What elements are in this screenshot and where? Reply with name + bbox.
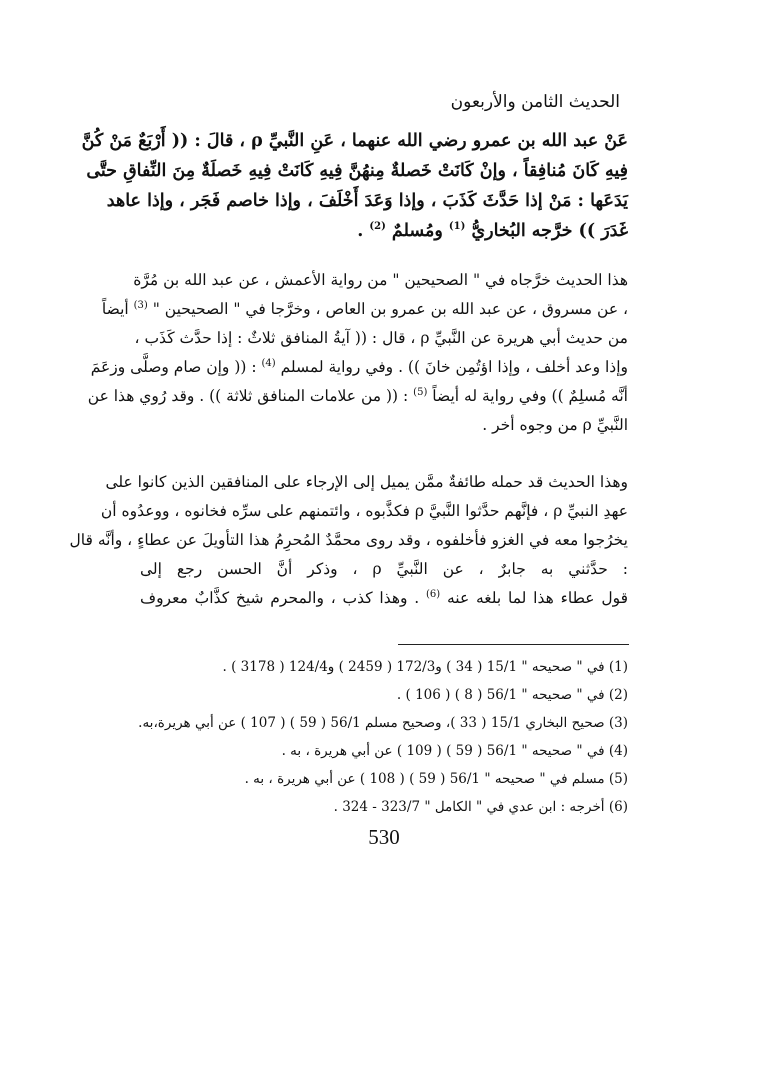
footnote-text: في " صحيحه " 56/1 ( 59 ) ( 109 ) عن أبي هريرة ، به . bbox=[281, 743, 605, 759]
commentary-paragraph-2 bbox=[69, 468, 628, 613]
paragraph-line bbox=[87, 382, 628, 411]
paragraph-line: يخرُجوا معه في الغزو فأخلفوه ، وقد روى محمَّدٌ المُحرِمُ هذا التأويلَ عن عطاءٍ ، وأنَّه قال bbox=[69, 531, 628, 549]
paragraph-line: هذا الحديث خرَّجاه في " الصحيحين " من رواية الأعمش ، عن عبد الله بن مُرَّة bbox=[133, 271, 628, 289]
hadith-line: عَنْ عبد الله بن عمرو رضي الله عنهما ، عَنِ النَّبيِّ ρ ، قالَ : (( أَرْبَعٌ مَنْ كُنَّ bbox=[81, 131, 628, 151]
footnote-number: (5) bbox=[608, 771, 628, 787]
hadith-line-text: ومُسلمٌ bbox=[391, 221, 443, 241]
footnote bbox=[140, 653, 628, 681]
paragraph-line: : حدَّثني به جابرٌ ، عن النَّبيِّ ρ ، وذكر أنَّ الحسن رجع إلى bbox=[140, 560, 628, 578]
footnote bbox=[140, 709, 628, 737]
hadith-line-text: . bbox=[357, 221, 370, 241]
paragraph-line bbox=[140, 584, 628, 613]
footnote-text: في " صحيحه " 56/1 ( 8 ) ( 106 ) . bbox=[396, 687, 605, 703]
paragraph-line bbox=[90, 353, 628, 382]
commentary-paragraph-1 bbox=[87, 266, 628, 440]
footnote-ref[interactable]: (5) bbox=[413, 386, 428, 398]
paragraph-line: وهذا الحديث قد حمله طائفةٌ ممَّن يميل إلى الإرجاء على المنافقين الذين كانوا على bbox=[105, 473, 628, 491]
paragraph-line-text: . وهذا كذب ، والمحرم شيخ كذَّابٌ معروف bbox=[140, 589, 426, 607]
footnote-ref[interactable]: (1) bbox=[448, 221, 466, 233]
footnotes bbox=[140, 653, 628, 821]
paragraph-line: النَّبيِّ ρ من وجوه أخر . bbox=[482, 416, 628, 434]
paragraph-line-text: أنَّه مُسلِمٌ )) وفي رواية له أيضاً bbox=[432, 387, 628, 405]
paragraph-line-text: ، عن مسروق ، عن عبد الله بن عمرو بن العاص ، وخرَّجا في " الصحيحين " bbox=[152, 300, 628, 318]
hadith-line: فِيهِ كَانَ مُنافِقاً ، وإنْ كَانَتْ خَصلةٌ مِنهُنَّ فِيهِ كَانَتْ فِيهِ خَصلَةٌ مِنَ النِّفاقِ حتَّى bbox=[86, 161, 628, 181]
hadith-text bbox=[81, 126, 628, 246]
hadith-line-text: غَدَرَ )) خرَّجه البُخاريُّ bbox=[471, 221, 628, 241]
paragraph-line bbox=[101, 295, 628, 324]
hadith-line bbox=[140, 216, 628, 246]
footnote-number: (1) bbox=[608, 659, 628, 675]
footnote-number: (6) bbox=[608, 799, 628, 815]
footnote-text: مسلم في " صحيحه " 56/1 ( 59 ) ( 108 ) عن أبي هريرة ، به . bbox=[244, 771, 605, 787]
paragraph-line: عهدِ النبيِّ ρ ، فإنَّهم حدَّثوا النَّبيَّ ρ فكذَّبوه ، وائتمنهم على سرِّه فخانوه ، ووعدُوه أن bbox=[100, 502, 628, 520]
footnote bbox=[140, 793, 628, 821]
footnote-number: (3) bbox=[608, 715, 628, 731]
footnote-text: أخرجه : ابن عدي في " الكامل " 323/7 - 324 . bbox=[333, 799, 605, 815]
footnote bbox=[140, 737, 628, 765]
paragraph-line-text: : (( من علامات المنافق ثلاثة )) . وقد رُوي هذا عن bbox=[87, 387, 414, 405]
paragraph-line-text: وإذا وعد أخلف ، وإذا اؤتُمِن خانَ )) . وفي رواية لمسلم bbox=[280, 358, 628, 376]
footnote-ref[interactable]: (6) bbox=[425, 588, 441, 600]
footnote-text: في " صحيحه " 15/1 ( 34 ) و172/3 ( 2459 ) و124/4 ( 3178 ) . bbox=[222, 659, 605, 675]
paragraph-line-text: قول عطاء هذا لما بلغه عنه bbox=[446, 589, 628, 607]
footnote-separator bbox=[398, 644, 629, 645]
paragraph-line-text: أيضاً bbox=[101, 300, 134, 318]
footnote-ref[interactable]: (3) bbox=[133, 299, 148, 311]
chapter-header: الحديث الثامن والأربعون bbox=[450, 92, 620, 112]
footnote-number: (2) bbox=[608, 687, 628, 703]
hadith-line: يَدَعَها : مَنْ إذا حَدَّثَ كَذَبَ ، وإذا وَعَدَ أَخْلَفَ ، وإذا خاصم فَجَر ، وإذا عاهد bbox=[106, 191, 628, 211]
footnote bbox=[140, 681, 628, 709]
page-number: 530 bbox=[368, 825, 400, 849]
footnote bbox=[140, 765, 628, 793]
footnote-ref[interactable]: (4) bbox=[261, 357, 276, 369]
footnote-number: (4) bbox=[608, 743, 628, 759]
paragraph-line-text: : (( وإن صام وصلَّى وزعَمَ bbox=[90, 358, 262, 376]
footnote-text: صحيح البخاري 15/1 ( 33 )، وصحيح مسلم 56/1 ( 59 ) ( 107 ) عن أبي هريرة،به. bbox=[138, 715, 605, 731]
footnote-ref[interactable]: (2) bbox=[369, 221, 386, 233]
paragraph-line: من حديث أبي هريرة عن النَّبيِّ ρ ، قال : (( آيةُ المنافق ثلاثٌ : إذا حدَّث كَذَب ، bbox=[134, 329, 628, 347]
